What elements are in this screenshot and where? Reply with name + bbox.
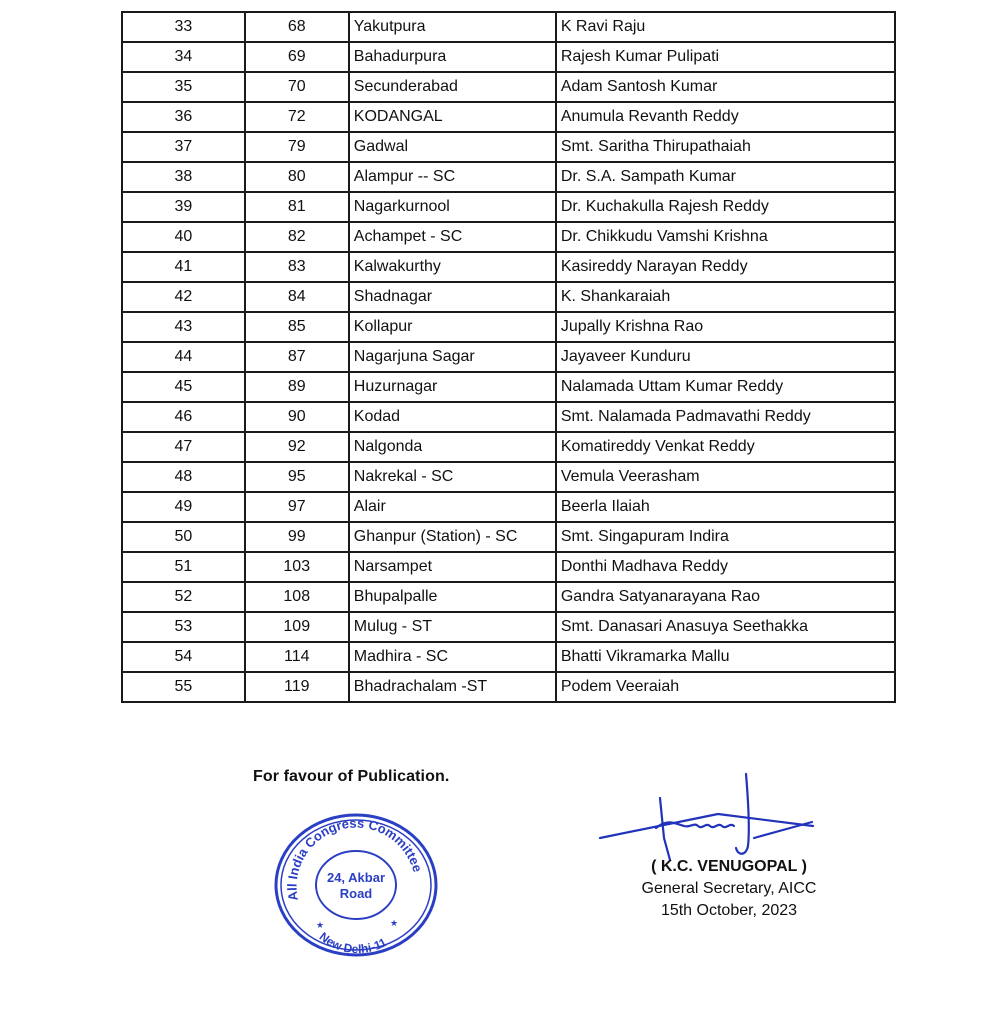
constituency-number-cell: 97 [245, 492, 349, 522]
serial-number-cell: 35 [122, 72, 245, 102]
constituency-number-cell: 89 [245, 372, 349, 402]
constituency-number-cell: 68 [245, 12, 349, 42]
table-row [122, 192, 895, 222]
constituency-name-cell: Nakrekal - SC [349, 462, 556, 492]
seal-inner-line2: Road [339, 886, 373, 901]
constituency-name-cell: Kodad [349, 402, 556, 432]
candidate-name-cell: K. Shankaraiah [556, 282, 895, 312]
table-row [122, 222, 895, 252]
candidate-name-cell: Donthi Madhava Reddy [556, 552, 895, 582]
seal-bottom-text: New Delhi-11 [316, 929, 389, 957]
constituency-number-cell: 103 [245, 552, 349, 582]
signatory-designation: General Secretary, AICC [641, 880, 817, 897]
serial-number-cell: 33 [122, 12, 245, 42]
constituency-name-cell: Bhupalpalle [349, 582, 556, 612]
constituency-name-cell: Madhira - SC [349, 642, 556, 672]
serial-number-cell: 43 [122, 312, 245, 342]
constituency-number-cell: 85 [245, 312, 349, 342]
candidate-name-cell: K Ravi Raju [556, 12, 895, 42]
candidates-table [121, 11, 896, 703]
serial-number-cell: 51 [122, 552, 245, 582]
table-row [122, 522, 895, 552]
seal-inner-line1: 24, Akbar [326, 870, 386, 885]
candidate-name-cell: Adam Santosh Kumar [556, 72, 895, 102]
table-row [122, 372, 895, 402]
candidate-name-cell: Anumula Revanth Reddy [556, 102, 895, 132]
serial-number-cell: 50 [122, 522, 245, 552]
constituency-name-cell: KODANGAL [349, 102, 556, 132]
serial-number-cell: 54 [122, 642, 245, 672]
candidate-name-cell: Jupally Krishna Rao [556, 312, 895, 342]
table-row [122, 102, 895, 132]
aicc-seal-stamp [272, 812, 440, 958]
candidate-name-cell: Dr. Kuchakulla Rajesh Reddy [556, 192, 895, 222]
table-row [122, 252, 895, 282]
candidate-name-cell: Rajesh Kumar Pulipati [556, 42, 895, 72]
constituency-number-cell: 99 [245, 522, 349, 552]
serial-number-cell: 36 [122, 102, 245, 132]
serial-number-cell: 52 [122, 582, 245, 612]
candidate-name-cell: Beerla Ilaiah [556, 492, 895, 522]
signatory-name: ( K.C. VENUGOPAL ) [651, 858, 807, 875]
candidates-table-body [122, 12, 895, 702]
constituency-name-cell: Bhadrachalam -ST [349, 672, 556, 702]
candidate-name-cell: Dr. S.A. Sampath Kumar [556, 162, 895, 192]
candidate-name-cell: Smt. Saritha Thirupathaiah [556, 132, 895, 162]
constituency-name-cell: Nalgonda [349, 432, 556, 462]
constituency-number-cell: 119 [245, 672, 349, 702]
serial-number-cell: 39 [122, 192, 245, 222]
candidate-name-cell: Dr. Chikkudu Vamshi Krishna [556, 222, 895, 252]
constituency-number-cell: 70 [245, 72, 349, 102]
constituency-name-cell: Kollapur [349, 312, 556, 342]
serial-number-cell: 37 [122, 132, 245, 162]
table-row [122, 402, 895, 432]
constituency-name-cell: Alair [349, 492, 556, 522]
table-row [122, 162, 895, 192]
constituency-number-cell: 92 [245, 432, 349, 462]
constituency-name-cell: Achampet - SC [349, 222, 556, 252]
seal-star-icon: ★ [316, 920, 325, 930]
candidate-name-cell: Smt. Nalamada Padmavathi Reddy [556, 402, 895, 432]
table-row [122, 42, 895, 72]
signature-scrawl [598, 768, 823, 863]
table-row [122, 462, 895, 492]
signatory-block [620, 856, 838, 922]
table-row [122, 312, 895, 342]
candidate-name-cell: Jayaveer Kunduru [556, 342, 895, 372]
constituency-number-cell: 109 [245, 612, 349, 642]
serial-number-cell: 41 [122, 252, 245, 282]
constituency-number-cell: 84 [245, 282, 349, 312]
candidate-name-cell: Smt. Singapuram Indira [556, 522, 895, 552]
constituency-number-cell: 87 [245, 342, 349, 372]
candidate-name-cell: Gandra Satyanarayana Rao [556, 582, 895, 612]
table-row [122, 342, 895, 372]
constituency-name-cell: Huzurnagar [349, 372, 556, 402]
constituency-name-cell: Shadnagar [349, 282, 556, 312]
constituency-number-cell: 108 [245, 582, 349, 612]
table-row [122, 642, 895, 672]
serial-number-cell: 42 [122, 282, 245, 312]
candidate-name-cell: Bhatti Vikramarka Mallu [556, 642, 895, 672]
serial-number-cell: 40 [122, 222, 245, 252]
serial-number-cell: 48 [122, 462, 245, 492]
constituency-name-cell: Narsampet [349, 552, 556, 582]
constituency-name-cell: Yakutpura [349, 12, 556, 42]
constituency-name-cell: Mulug - ST [349, 612, 556, 642]
signature-date: 15th October, 2023 [660, 902, 798, 919]
serial-number-cell: 55 [122, 672, 245, 702]
candidate-name-cell: Nalamada Uttam Kumar Reddy [556, 372, 895, 402]
constituency-name-cell: Nagarkurnool [349, 192, 556, 222]
constituency-name-cell: Gadwal [349, 132, 556, 162]
table-row [122, 552, 895, 582]
constituency-name-cell: Nagarjuna Sagar [349, 342, 556, 372]
serial-number-cell: 45 [122, 372, 245, 402]
table-row [122, 12, 895, 42]
constituency-number-cell: 114 [245, 642, 349, 672]
serial-number-cell: 44 [122, 342, 245, 372]
constituency-name-cell: Alampur -- SC [349, 162, 556, 192]
candidate-name-cell: Vemula Veerasham [556, 462, 895, 492]
publication-note: For favour of Publication. [253, 768, 450, 785]
table-row [122, 582, 895, 612]
constituency-number-cell: 95 [245, 462, 349, 492]
candidate-name-cell: Smt. Danasari Anasuya Seethakka [556, 612, 895, 642]
constituency-number-cell: 79 [245, 132, 349, 162]
constituency-name-cell: Ghanpur (Station) - SC [349, 522, 556, 552]
serial-number-cell: 53 [122, 612, 245, 642]
constituency-number-cell: 81 [245, 192, 349, 222]
table-row [122, 492, 895, 522]
constituency-number-cell: 90 [245, 402, 349, 432]
seal-outer-text: All India Congress Committee [284, 815, 426, 902]
constituency-number-cell: 82 [245, 222, 349, 252]
serial-number-cell: 46 [122, 402, 245, 432]
constituency-number-cell: 83 [245, 252, 349, 282]
constituency-name-cell: Bahadurpura [349, 42, 556, 72]
table-row [122, 432, 895, 462]
seal-star-icon: ★ [390, 918, 399, 928]
constituency-number-cell: 72 [245, 102, 349, 132]
serial-number-cell: 34 [122, 42, 245, 72]
table-row [122, 72, 895, 102]
constituency-number-cell: 69 [245, 42, 349, 72]
constituency-name-cell: Kalwakurthy [349, 252, 556, 282]
serial-number-cell: 47 [122, 432, 245, 462]
candidate-name-cell: Komatireddy Venkat Reddy [556, 432, 895, 462]
candidate-name-cell: Podem Veeraiah [556, 672, 895, 702]
table-row [122, 612, 895, 642]
serial-number-cell: 38 [122, 162, 245, 192]
candidate-name-cell: Kasireddy Narayan Reddy [556, 252, 895, 282]
table-row [122, 132, 895, 162]
constituency-name-cell: Secunderabad [349, 72, 556, 102]
constituency-number-cell: 80 [245, 162, 349, 192]
table-row [122, 672, 895, 702]
serial-number-cell: 49 [122, 492, 245, 522]
table-row [122, 282, 895, 312]
